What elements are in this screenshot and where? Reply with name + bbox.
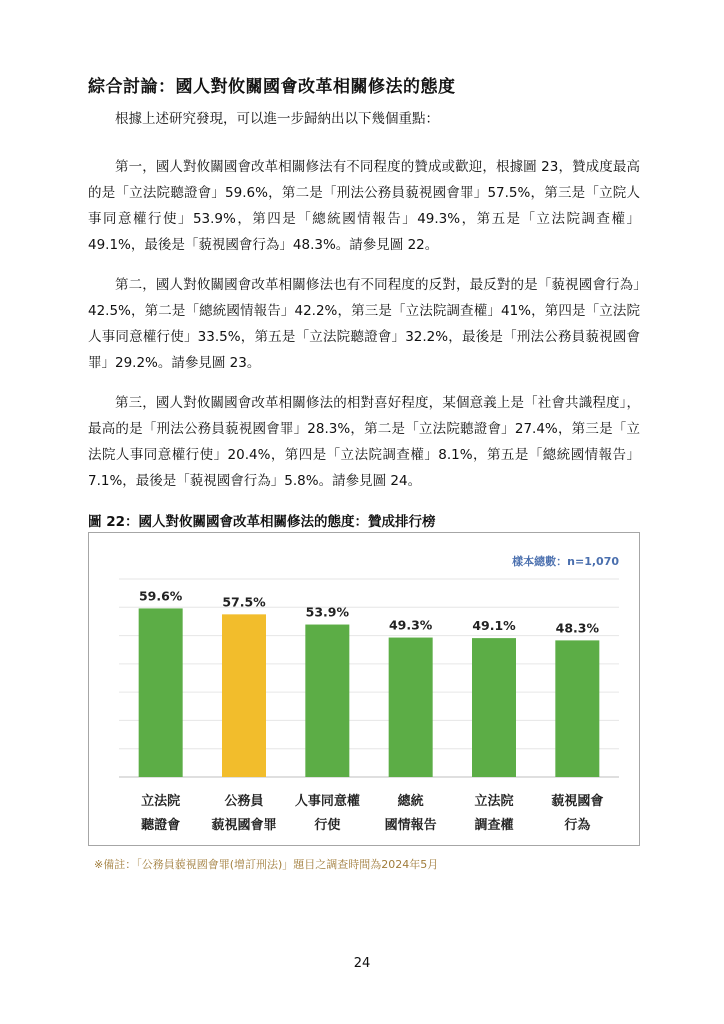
- paragraph-third-point: 第三，國人對攸關國會改革相關修法的相對喜好程度，某個意義上是「社會共識程度」，最高的是「刑法公務員藐視國會罪」28.3%，第二是「立法院聽證會」27.4%，第三是「立法院人事同意權行使」20.4%，第四是「立法院調查權」8.1%，第五是「總統國情報告」7.1%，最後是「藐視國會行為」5.8%。請參見圖 24。: [88, 395, 640, 489]
- bar: [389, 638, 433, 777]
- category-label: 總統: [397, 794, 424, 809]
- data-label: 59.6%: [138, 588, 183, 604]
- bar-chart: [89, 533, 641, 847]
- category-label: 立法院: [474, 794, 514, 809]
- chart-container: [88, 532, 640, 846]
- bar: [555, 640, 599, 777]
- paragraph-first-point: 第一，國人對攸關國會改革相關修法有不同程度的贊成或歡迎，根據圖 23，贊成度最高的是「立法院聽證會」59.6%，第二是「刑法公務員藐視國會罪」57.5%，第三是「立院人事同意權行使」53.9%，第四是「總統國情報告」49.3%，第五是「立法院調查權」49.1%，最後是「藐視國會行為」48.3%。請參見圖 22。: [88, 159, 640, 253]
- category-label: 藐視國會: [551, 794, 604, 809]
- bar: [472, 638, 516, 777]
- intro-paragraph: 根據上述研究發現，可以進一步歸納出以下幾個重點：: [115, 111, 439, 127]
- paragraph-second-point: 第二，國人對攸關國會改革相關修法也有不同程度的反對，最反對的是「藐視國會行為」42.5%，第二是「總統國情報告」42.2%，第三是「立法院調查權」41%，第四是「立法院人事同意權行使」33.5%，第五是「立法院聽證會」32.2%，最後是「刑法公務員藐視國會罪」29.2%。請參見圖 23。: [88, 277, 640, 371]
- category-label: 調查權: [474, 818, 514, 833]
- category-label: 國情報告: [384, 818, 437, 833]
- data-label: 57.5%: [222, 594, 266, 610]
- category-label: 公務員: [224, 794, 264, 809]
- section-heading: 綜合討論：國人對攸關國會改革相關修法的態度: [88, 77, 456, 97]
- category-label: 行為: [564, 818, 591, 833]
- figure-caption: 圖 22：國人對攸關國會改革相關修法的態度：贊成排行榜: [88, 514, 436, 530]
- data-label: 49.3%: [388, 617, 433, 633]
- sample-size-label: 樣本總數：n=1,070: [512, 555, 619, 568]
- bar: [139, 608, 183, 777]
- data-label: 49.1%: [472, 618, 516, 634]
- category-label: 立法院: [141, 794, 181, 809]
- figure-note: ※備註：「公務員藐視國會罪(增訂刑法)」題目之調查時間為2024年5月: [94, 858, 439, 871]
- page-number: 24: [353, 956, 371, 971]
- bar: [305, 625, 349, 777]
- category-label: 人事同意權: [294, 794, 360, 809]
- data-label: 48.3%: [555, 620, 600, 636]
- category-label: 藐視國會罪: [211, 818, 277, 833]
- data-label: 53.9%: [305, 604, 350, 620]
- bar: [222, 614, 266, 777]
- category-label: 行使: [314, 818, 341, 833]
- category-label: 聽證會: [141, 818, 181, 833]
